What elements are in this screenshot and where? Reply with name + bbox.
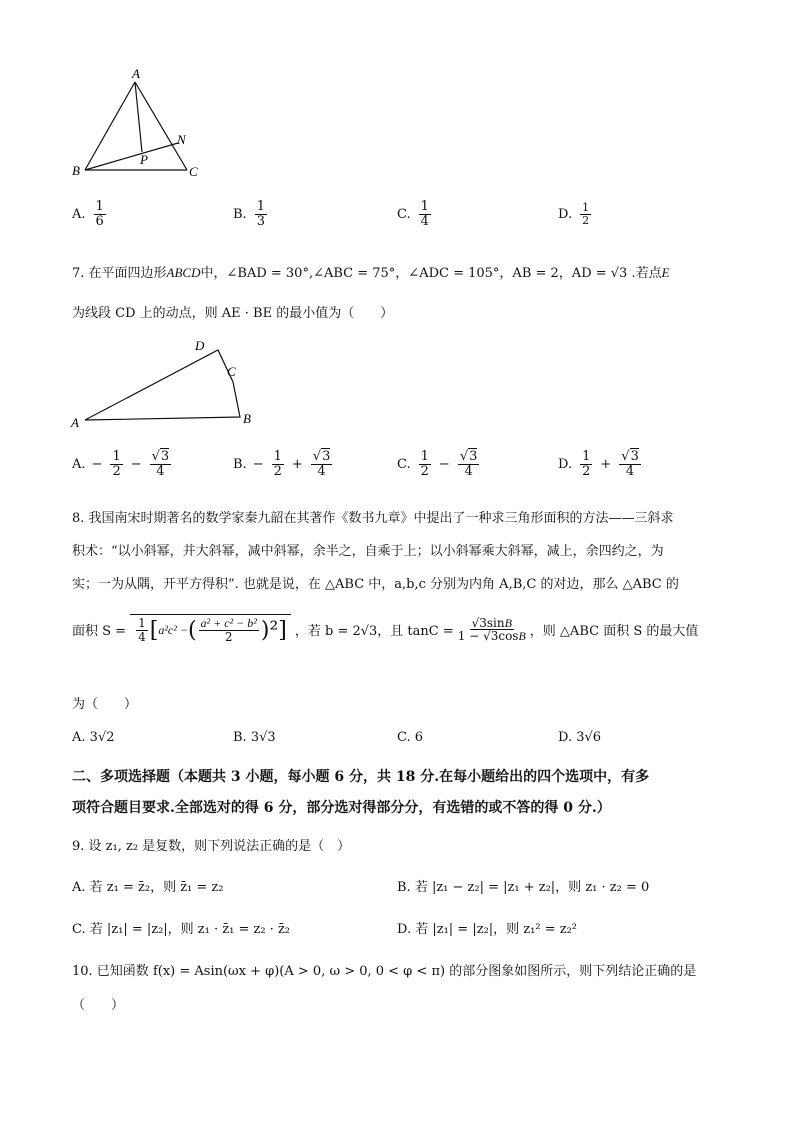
q7-option-a[interactable]: A. − $\frac{1}{2}$ − $\frac{√3}{4}$ bbox=[72, 449, 170, 479]
label-C: C bbox=[189, 164, 198, 179]
q8-option-a[interactable]: A. 3√2 bbox=[72, 730, 115, 745]
label-C2: C bbox=[227, 364, 236, 379]
q8-line5: 为（ ） bbox=[72, 697, 138, 712]
label-B: B bbox=[72, 163, 80, 178]
triangle-figure bbox=[60, 60, 220, 185]
section2-line2: 项符合题目要求.全部选对的得 6 分，部分选对得部分分，有选错的或不答的得 0 分.） bbox=[72, 800, 611, 816]
q7-option-d[interactable]: D. $\frac{1}{2}$ + $\frac{√3}{4}$ bbox=[558, 449, 639, 479]
q9-option-c[interactable]: C. 若 |z₁| = |z₂|，则 z₁ · z̄₁ = z₂ · z̄₂ bbox=[72, 922, 291, 937]
q7-stem-line1: 7. 在平面四边形ABCD中，∠BAD = 30°,∠ABC = 75°，∠ADC = 105°，AB = 2，AD = √3 .若点E bbox=[72, 265, 670, 281]
q10-line2: （ ） bbox=[72, 998, 125, 1013]
q9-stem: 9. 设 z₁, z₂ 是复数，则下列说法正确的是（ ） bbox=[72, 839, 351, 854]
label-A: A bbox=[132, 66, 140, 81]
q9-option-d[interactable]: D. 若 |z₁| = |z₂|，则 z₁² = z₂² bbox=[397, 922, 577, 937]
label-D2: D bbox=[195, 338, 205, 353]
section2-line1: 二、多项选择题（本题共 3 小题，每小题 6 分，共 18 分.在每小题给出的四个选项中，有多 bbox=[72, 769, 650, 785]
q6-option-d[interactable]: D. $\frac{1}{2}$ bbox=[558, 201, 590, 227]
q6-option-c[interactable]: C. $\frac{1}{4}$ bbox=[397, 199, 429, 229]
q7-option-b[interactable]: B. − $\frac{1}{2}$ + $\frac{√3}{4}$ bbox=[233, 449, 331, 479]
q8-line3: 实；一为从隅，开平方得积”. 也就是说，在 △ABC 中，a,b,c 分别为内角 A,B,C 的对边，那么 △ABC 的 bbox=[72, 577, 679, 592]
q8-option-b[interactable]: B. 3√3 bbox=[233, 730, 276, 745]
q10-line1: 10. 已知函数 f(x) = Asin(ωx + φ)(A > 0, ω > 0, 0 < φ < π) 的部分图象如图所示，则下列结论正确的是 bbox=[72, 964, 697, 979]
q8-line1: 8. 我国南宋时期著名的数学家秦九韶在其著作《数书九章》中提出了一种求三角形面积的方法——三斜求 bbox=[72, 511, 674, 526]
label-N: N bbox=[177, 132, 186, 147]
q7-option-c[interactable]: C. $\frac{1}{2}$ − $\frac{√3}{4}$ bbox=[397, 449, 478, 479]
quadrilateral-figure bbox=[65, 332, 265, 432]
label-B2: B bbox=[243, 411, 251, 426]
q8-line4: 面积 S = $\frac{1}{4}$ [ a²c² − ( $\frac{\text{a² + c² − b²}}{2}$ )² ] ，若 b = 2√3，且 tanC = $\frac{√3\sin B}{1 - √3\cos B}$ ，则 △ABC 面积 S 的最大值 bbox=[72, 615, 699, 644]
q9-option-b[interactable]: B. 若 |z₁ − z₂| = |z₁ + z₂|，则 z₁ · z₂ = 0 bbox=[397, 880, 650, 895]
q6-option-a[interactable]: A. $\frac{1}{6}$ bbox=[72, 199, 104, 229]
q6-option-b[interactable]: B. $\frac{1}{3}$ bbox=[233, 199, 265, 229]
area-formula: $\frac{1}{4}$ [ a²c² − ( $\frac{\text{a² + c² − b²}}{2}$ )² ] bbox=[130, 614, 291, 645]
q8-option-d[interactable]: D. 3√6 bbox=[558, 730, 602, 745]
q9-option-a[interactable]: A. 若 z₁ = z̄₂，则 z̄₁ = z₂ bbox=[72, 880, 224, 895]
label-A2: A bbox=[71, 415, 79, 430]
q8-line2: 积术：“以小斜幂，并大斜幂，减中斜幂，余半之，自乘于上；以小斜幂乘大斜幂，减上，余四约之，为 bbox=[72, 544, 664, 559]
label-P: P bbox=[140, 152, 148, 167]
q8-option-c[interactable]: C. 6 bbox=[397, 730, 424, 745]
q7-stem-line2: 为线段 CD 上的动点，则 AE · BE 的最小值为（ ） bbox=[72, 306, 394, 321]
